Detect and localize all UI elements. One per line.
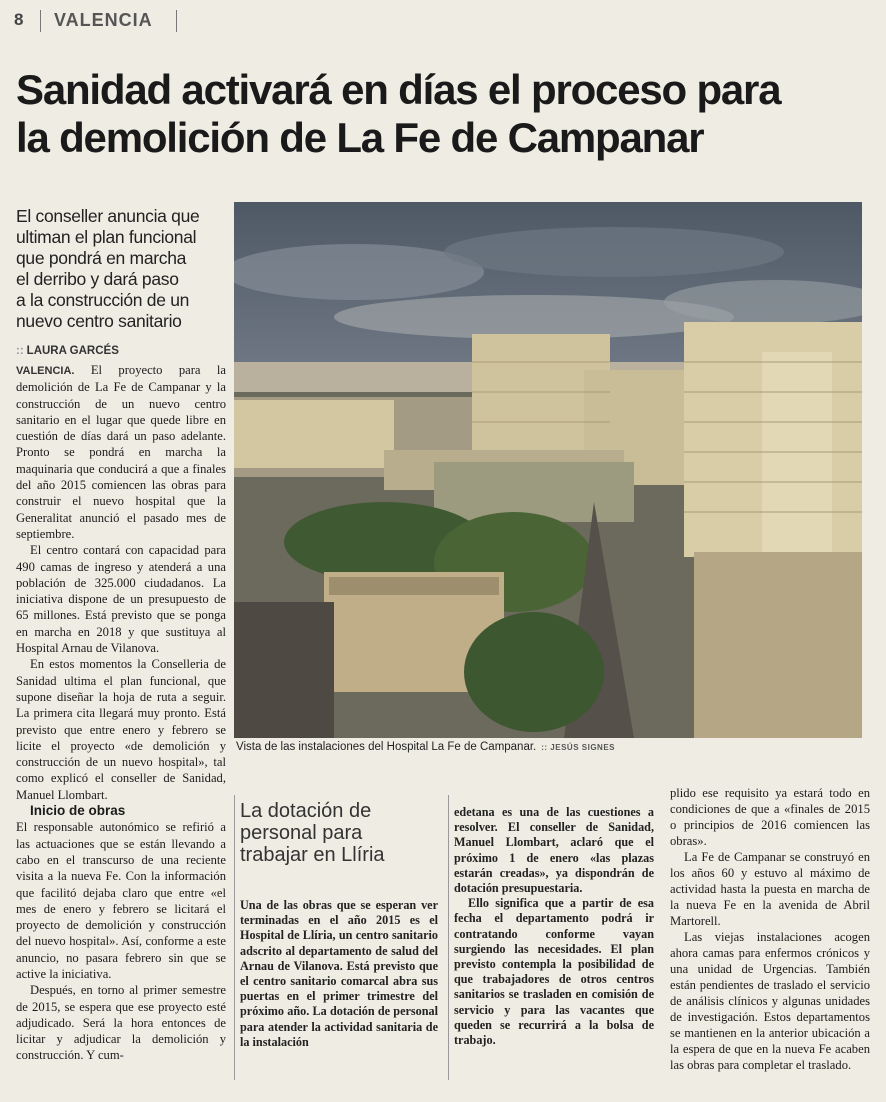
paragraph: La Fe de Campanar se construyó en los años 60 y estuvo al máximo de actividad hasta la puesta en marcha de la nueva Fe en la avenida de Abril Martorell. xyxy=(670,850,870,928)
page-number: 8 xyxy=(14,10,24,29)
header-divider xyxy=(176,10,177,32)
sidebar-column-1 xyxy=(240,898,438,1050)
sidebar-title-line: trabajar en Llíria xyxy=(240,844,385,866)
paragraph: Después, en torno al primer semestre de 2015, se espera que ese proyecto esté adjudicado. Será la hora entonces de licitar y adjudicar la demolición y construcción. Y cum- xyxy=(16,983,226,1063)
caption-text: Vista de las instalaciones del Hospital La Fe de Campanar. xyxy=(236,741,537,753)
headline xyxy=(16,66,876,162)
sidebar-title-line: La dotación de xyxy=(240,800,372,822)
sidebar-divider xyxy=(234,795,235,1080)
header-divider xyxy=(40,10,41,32)
article-column-1 xyxy=(16,362,226,1064)
paragraph: El centro contará con capacidad para 490 camas de ingreso y atenderá a una población de 325.000 ciudadanos. La iniciativa dispone de un presupuesto de 65 millones. Está previsto que se ponga en marcha en 2018 y que sustituya al Hospital Arnau de Vilanova. xyxy=(16,543,226,656)
deck-line: el derribo y dará paso xyxy=(16,269,179,289)
photo-credit: :: JESÚS SIGNES xyxy=(541,743,615,752)
headline-line: Sanidad activará en días el proceso para xyxy=(16,66,781,113)
paragraph: Una de las obras que se esperan ver terminadas en el año 2015 es el Hospital de Llíria, un centro sanitario adscrito al departamento de salud del Arnau de Vilanova. Está previsto que el centro sanitario comarcal abra sus puertas en el primer trimestre del próximo año. La dotación de personal para atender la actividad sanitaria de la instalación xyxy=(240,898,438,1049)
sidebar-divider xyxy=(448,795,449,1080)
page-header xyxy=(14,8,184,34)
deck xyxy=(16,206,216,332)
subheading: Inicio de obras xyxy=(30,803,126,819)
deck-line: nuevo centro sanitario xyxy=(16,311,182,331)
paragraph: Las viejas instalaciones acogen ahora camas para enfermos crónicos y una unidad de Urgencias. También están pendientes de traslado el servicio de análisis clínicos y algunas unidades de investigación. Estos departamentos se mantienen en la anterior ubicación a la espera de que en la nueva Fe acaben las obras para completar el traslado. xyxy=(670,930,870,1072)
deck-line: a la construcción de un xyxy=(16,290,190,310)
deck-line: que pondrá en marcha xyxy=(16,248,187,268)
article-column-4 xyxy=(670,785,870,1073)
headline-line: la demolición de La Fe de Campanar xyxy=(16,114,704,161)
byline-marker: :: xyxy=(16,345,24,357)
paragraph: En estos momentos la Conselleria de Sanidad ultima el plan funcional, que supone diseñar la hoja de ruta a seguir. La primera cita llegará muy pronto. Está previsto que entre enero y febrero se licite el proyecto «de demolición y construcción de un nuevo hospital», tal como explicó el conseller de Sanidad, Manuel Llombart. xyxy=(16,657,226,802)
sidebar-column-2 xyxy=(454,805,654,1048)
paragraph xyxy=(16,362,226,542)
paragraph: edetana es una de las cuestiones a resolver. El conseller de Sanidad, Manuel Llombart, aclaró que el próximo 1 de enero «las plazas estarán creadas», ya dispondrán de dotación presupuestaria. xyxy=(454,805,654,896)
paragraph: Ello significa que a partir de esa fecha el departamento podrá ir contratando conforme vayan surgiendo las necesidades. El plan previsto contempla la posibilidad de que trabajadores de otros centros sanitarios se trasladen en comisión de servicio y para las vacantes que queden se recurrirá a la bolsa de trabajo. xyxy=(454,896,654,1048)
sidebar-title-line: personal para xyxy=(240,822,363,844)
dateline: VALENCIA. xyxy=(16,365,75,377)
byline-author: LAURA GARCÉS xyxy=(26,345,119,357)
byline xyxy=(16,345,226,357)
sidebar-title xyxy=(240,800,440,866)
deck-line: ultiman el plan funcional xyxy=(16,227,197,247)
hospital-photo xyxy=(234,202,862,738)
deck-line: El conseller anuncia que xyxy=(16,206,200,226)
paragraph-text: El proyecto para la demolición de La Fe de Campanar y la construcción de un nuevo centro sanitario en el lugar que quede libre en cuestión de días dará un paso adelante. Pronto se pondrá en marcha la maquinaria que conducirá a que a finales del año 2015 comiencen las obras para construir el nuevo hospital que la Generalitat anunció el pasado mes de septiembre. xyxy=(16,363,226,541)
paragraph: plido ese requisito ya estará todo en condiciones de que a «finales de 2015 o principios de 2016 comiencen las obras». xyxy=(670,786,870,848)
section-name: VALENCIA xyxy=(54,10,153,30)
paragraph: El responsable autonómico se refirió a las actuaciones que se están llevando a cabo en el transcurso de una reciente visita a la nueva Fe. Con la información que facilitó dejaba claro que entre «el mes de enero y febrero se licitará el proyecto de demolición y construcción del nuevo hospital». Así, conforme a este anuncio, no pasara febrero sin que se active la iniciativa. xyxy=(16,820,226,981)
photo-caption xyxy=(236,741,866,753)
